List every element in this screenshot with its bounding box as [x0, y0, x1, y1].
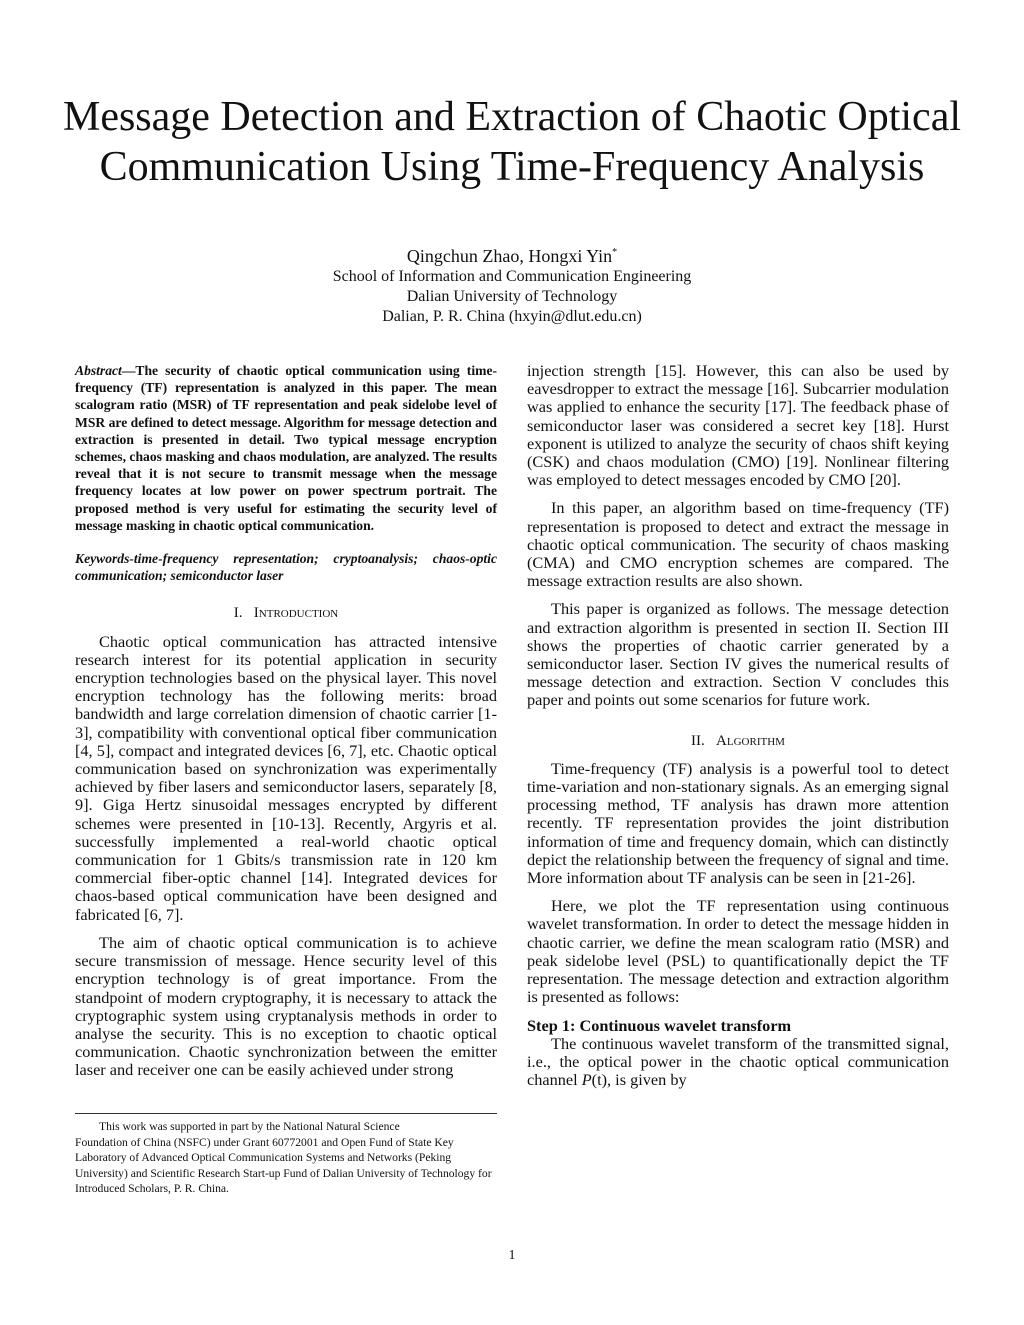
author-list: Qingchun Zhao, Hongxi Yin: [406, 246, 613, 266]
section-heading-algorithm: [527, 732, 949, 750]
keywords: Keywords-time-frequency representation; cryptoanalysis; chaos-optic communication; semiconductor laser: [75, 551, 497, 584]
author-names: [140, 242, 884, 267]
left-column: [75, 362, 497, 1090]
intro-paragraph-3: In this paper, an algorithm based on time-frequency (TF) representation is proposed to detect and extract the message in chaotic optical communication. The security of chaos masking (CMA) and CMO encryption schemes are compared. The message extraction results are also shown.: [527, 498, 949, 591]
step-1-heading: Step 1: Continuous wavelet transform: [527, 1015, 792, 1035]
footnote-rest: Foundation of China (NSFC) under Grant 60772001 and Open Fund of State Key Laboratory of Advanced Optical Communication Systems and Networks (Peking University) and Scientific Research Start-up Fund of Dalian University of Technology for Introduced Scholars, P. R. China.: [75, 1135, 492, 1196]
algorithm-paragraph-1: Time-frequency (TF) analysis is a powerful tool to detect time-variation and non-stationary signals. As an emerging signal processing method, TF analysis has drawn more attention recently. TF representation provides the joint distribution information of time and frequency domain, which can distinctly depict the relationship between the frequency of signal and time. More information about TF analysis can be seen in [21-26].: [527, 758, 949, 888]
abstract-label: Abstract: [75, 363, 122, 378]
section-number: II.: [691, 732, 705, 749]
footnote-line-1: This work was supported in part by the National Natural Science: [99, 1120, 400, 1133]
intro-paragraph-1: Chaotic optical communication has attracted intensive research interest for its potential application in security encryption technologies based on the physical layer. This novel encryption technology has the following merits: broad bandwidth and large correlation dimension of chaotic carrier [1-3], compatibility with conventional optical fiber communication [4, 5], compact and integrated devices [6, 7], etc. Chaotic optical communication based on synchronization was experimentally achieved by fiber lasers and semiconductor lasers, separately [8, 9]. Giga Hertz sinusoidal messages encrypted by different schemes were presented in [10-13]. Recently, Argyris et al. successfully implemented a real-world chaotic optical communication for 1 Gbits/s transmission rate in 120 km commercial fiber-optic channel [14]. Integrated devices for chaos-based optical communication have been designed and fabricated [6, 7].: [75, 631, 497, 924]
abstract-text: —The security of chaotic optical communication using time-frequency (TF) representation is analyzed in this paper. The mean scalogram ratio (MSR) of TF representation and peak sidelobe level of MSR are defined to detect message. Algorithm for message detection and extraction is presented in detail. Two typical message encryption schemes, chaos masking and chaos modulation, are analyzed. The results reveal that it is not secure to transmit message when the message frequency locates at low power on power spectrum portrait. The proposed method is very useful for estimating the security level of message masking in chaotic optical communication.: [75, 363, 497, 533]
affiliation-location-email: Dalian, P. R. China (hxyin@dlut.edu.cn): [382, 308, 642, 325]
step-1-text: [527, 1035, 949, 1090]
page-number: 1: [508, 1248, 516, 1263]
step-1-text-b: , is given by: [607, 1070, 687, 1090]
section-title: Algorithm: [716, 732, 785, 749]
power-variable-arg: (t): [591, 1070, 608, 1090]
power-variable: P: [581, 1070, 592, 1090]
funding-footnote: [75, 1113, 497, 1197]
step-1-text-a: The continuous wavelet transform of the transmitted signal, i.e., the optical power in the chaotic optical communication channel: [527, 1033, 949, 1090]
paper-title: Message Detection and Extraction of Chaotic Optical Communication Using Time-Frequency Analysis: [62, 94, 962, 190]
section-title: Introduction: [253, 605, 339, 622]
section-number: I.: [233, 605, 243, 622]
algorithm-paragraph-2: Here, we plot the TF representation using continuous wavelet transformation. In order to detect the message hidden in chaotic carrier, we define the mean scalogram ratio (MSR) and peak sidelobe level (PSL) to quantificationally depict the TF representation. The message detection and extraction algorithm is presented as follows:: [527, 896, 949, 1007]
intro-paragraph-2-continued: injection strength [15]. However, this can also be used by eavesdropper to extract the message [16]. Subcarrier modulation was applied to enhance the security [17]. The feedback phase of semiconductor laser was considered a secret key [18]. Hurst exponent is utilized to analyze the security of chaos shift keying (CSK) and chaos modulation (CMO) [19]. Nonlinear filtering was employed to detect messages encoded by CMO [20].: [527, 361, 949, 490]
author-block: [140, 242, 884, 327]
corresponding-author-mark: *: [612, 247, 618, 258]
right-column: [527, 362, 949, 1099]
section-heading-introduction: [75, 604, 497, 622]
affiliation-school: School of Information and Communication Engineering: [332, 268, 692, 285]
intro-paragraph-4: This paper is organized as follows. The message detection and extraction algorithm is presented in section II. Section III shows the properties of chaotic carrier generated by a semiconductor laser. Section IV gives the numerical results of message detection and extraction. Section V concludes this paper and points out some scenarios for future work.: [527, 599, 949, 710]
intro-paragraph-2: The aim of chaotic optical communication is to achieve secure transmission of message. Hence security level of this encryption technology is of great importance. From the standpoint of modern cryptography, it is necessary to attack the cryptographic system using cryptanalysis methods in order to analyse the security. This is no exception to chaotic optical communication. Chaotic synchronization between the emitter laser and receiver one can be easily achieved under strong: [75, 932, 497, 1080]
affiliation-university: Dalian University of Technology: [406, 288, 618, 305]
abstract: [75, 362, 497, 534]
